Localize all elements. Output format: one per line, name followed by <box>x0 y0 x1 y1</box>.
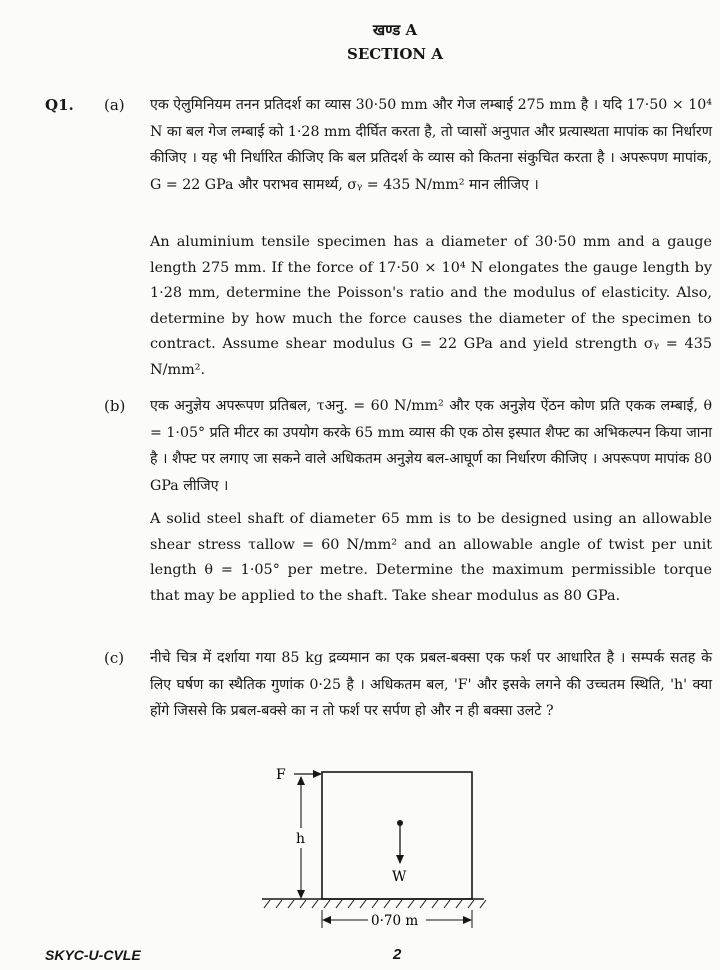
width-label: 0·70 m <box>371 913 419 929</box>
part-c-hindi-text: नीचे चित्र में दर्शाया गया 85 kg द्रव्यमान का एक प्रबल-बक्सा एक फर्श पर आधारित है । सम्पर्क सतह के लिए घर्षण का स्थैतिक गुणांक 0·25 है । अधिकतम बल, 'F' और इसके लगने की उच्चतम स्थिति, 'h' क्या होंगे जिससे कि प्रबल-बक्से का न तो फर्श पर सर्पण हो और न ही बक्सा उलटे ? <box>150 650 712 719</box>
part-a-english-text: An aluminium tensile specimen has a diameter of 30·50 mm and a gauge length 275 mm. If the force of 17·50 × 10⁴ N elongates the gauge length by 1·28 mm, determine the Poisson's ratio and the modulus of elasticity. Also, determine by how much the force causes the diameter of the specimen to contract. Assume shear modulus G = 22 GPa and yield strength σᵧ = 435 N/mm². <box>150 234 712 378</box>
part-b-english-text: A solid steel shaft of diameter 65 mm is to be designed using an allowable shear stress τallow = 60 N/mm² and an allowable angle of twist per unit length θ = 1·05° per metre. Determine the maximum permissible torque that may be applied to the shaft. Take shear modulus as 80 GPa. <box>150 511 712 604</box>
force-label: F <box>276 767 286 783</box>
crate-figure <box>250 760 490 940</box>
section-heading-hindi: खण्ड A <box>372 21 418 39</box>
height-label: h <box>296 831 306 847</box>
part-b-hindi-text: एक अनुज्ञेय अपरूपण प्रतिबल, τअनु. = 60 N/mm² और एक अनुज्ञेय ऐंठन कोण प्रति एकक लम्बाई, θ = 1·05° प्रति मीटर का उपयोग करके 65 mm व्यास की एक ठोस इस्पात शैफ्ट का अभिकल्पन किया जाना है । शैफ्ट पर लगाए जा सकने वाले अधिकतम अनुज्ञेय बल-आघूर्ण का निर्धारण कीजिए । अपरूपण मापांक 80 GPa लीजिए । <box>150 398 712 494</box>
weight-label: W <box>392 869 407 885</box>
page-number: 2 <box>393 946 402 963</box>
section-heading-english: SECTION A <box>346 45 444 63</box>
paper-code: SKYC-U-CVLE <box>45 947 141 963</box>
center-of-mass-dot <box>397 820 403 826</box>
part-c-label: (c) <box>104 649 125 667</box>
floor-hatching <box>264 900 486 908</box>
part-a-label: (a) <box>104 96 125 114</box>
part-a-hindi-text: एक ऐलुमिनियम तनन प्रतिदर्श का व्यास 30·50 mm और गेज लम्बाई 275 mm है । यदि 17·50 × 10⁴ N का बल गेज लम्बाई को 1·28 mm दीर्घित करता है, तो प्वासों अनुपात और प्रत्यास्थता मापांक का निर्धारण कीजिए । यह भी निर्धारित कीजिए कि बल प्रतिदर्श के व्यास को कितना संकुचित करता है । अपरूपण मापांक, G = 22 GPa और पराभव सामर्थ्य, σᵧ = 435 N/mm² मान लीजिए । <box>150 97 712 193</box>
part-b-label: (b) <box>104 397 126 415</box>
question-number: Q1. <box>45 96 74 114</box>
